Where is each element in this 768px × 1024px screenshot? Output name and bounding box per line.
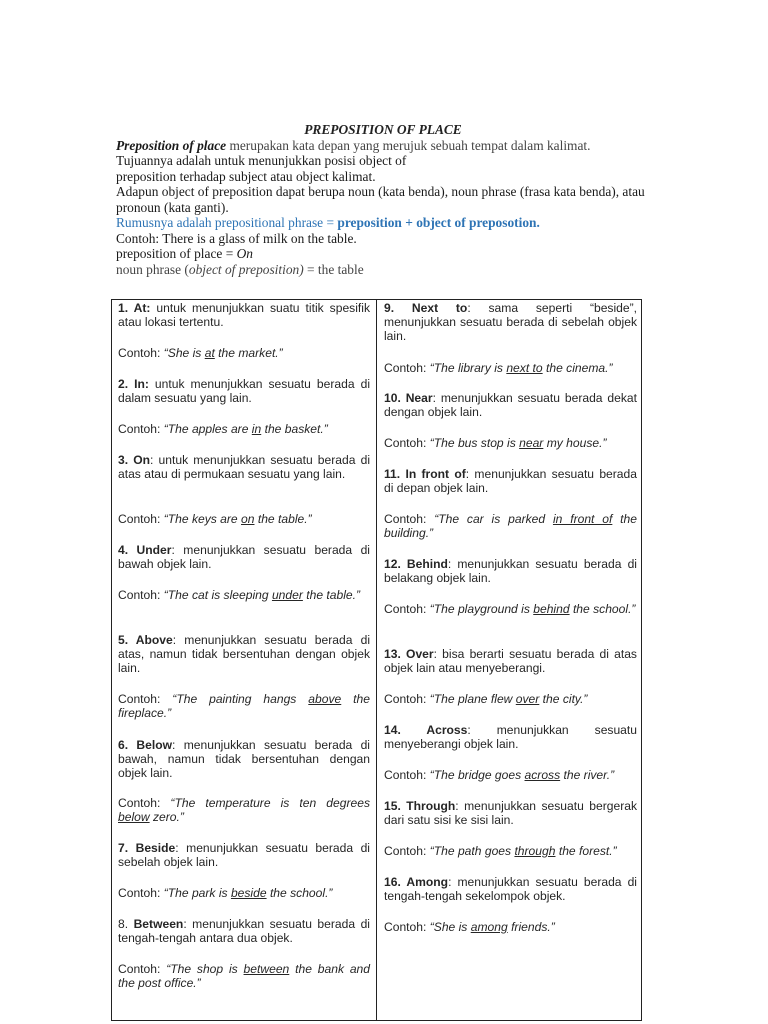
item-description: untuk menunjukkan suatu titik spesifik atau lokasi tertentu. <box>118 301 371 329</box>
item-term: Among <box>406 875 449 889</box>
item-term: Next to <box>411 301 468 315</box>
item-description: : untuk menunjukkan sesuatu berada di atas atau di permukaan sesuatu yang lain. <box>118 453 371 481</box>
example-text-after: the river.” <box>560 768 615 782</box>
example-text-before: “The keys are <box>163 512 242 526</box>
item-description: untuk menunjukkan sesuatu berada di dalam sesuatu yang lain. <box>118 377 371 405</box>
example-text-after: the school.” <box>569 602 636 616</box>
example-preposition: over <box>515 692 540 706</box>
item-description: : menunjukkan sesuatu berada di belakang objek lain. <box>384 557 637 585</box>
item-term: Between <box>133 917 184 931</box>
item-number: 13. <box>384 647 407 661</box>
example-preposition: next to <box>506 361 543 375</box>
item-example <box>118 512 370 526</box>
item-number: 12. <box>384 557 407 571</box>
example-label: Contoh: <box>118 796 171 810</box>
example-preposition: behind <box>533 602 570 616</box>
example-label: Contoh: <box>118 512 164 526</box>
item-number: 3. <box>118 453 134 467</box>
item-description: : menunjukkan sesuatu berada di bawah, namun tidak bersentuhan dengan objek lain. <box>118 738 370 780</box>
example-text-after: the table.” <box>254 512 312 526</box>
item-example <box>118 692 370 720</box>
example-sentence: Contoh: There is a glass of milk on the table. <box>116 230 357 246</box>
example-preposition: across <box>524 768 561 782</box>
example-label: Contoh: <box>118 962 167 976</box>
item-number: 15. <box>384 799 407 813</box>
item-term: On <box>133 453 151 467</box>
example-text-before: “The park is <box>163 886 231 900</box>
example-text-after: my house.” <box>543 436 607 450</box>
item-number: 10. <box>384 391 406 405</box>
item-definition <box>384 301 637 343</box>
item-example <box>384 361 637 375</box>
item-term: Near <box>405 391 433 405</box>
example-label: Contoh: <box>384 512 435 526</box>
example-text-before: “The painting hangs <box>172 692 309 706</box>
item-example <box>384 512 637 540</box>
item-example <box>118 886 370 900</box>
example-preposition: on <box>241 512 255 526</box>
example-preposition: at <box>204 346 215 360</box>
example-preposition: under <box>271 588 303 602</box>
item-definition <box>118 301 370 329</box>
example-text-after: the fireplace.” <box>118 692 370 720</box>
definition <box>116 138 650 154</box>
formula-label: Rumusnya adalah prepositional phrase = <box>116 215 338 230</box>
example-label: Contoh: <box>118 346 164 360</box>
item-definition <box>384 391 637 419</box>
example-label: Contoh: <box>384 602 430 616</box>
example-text-after: the bank and the post office.” <box>118 962 371 990</box>
example-text-after: the basket.” <box>261 422 328 436</box>
definition-text: merupakan kata depan yang merujuk sebuah tempat dalam kalimat. <box>226 137 591 153</box>
page-title: PREPOSITION OF PLACE <box>304 122 462 137</box>
example-text-after: friends.” <box>507 920 555 934</box>
example-label: Contoh: <box>384 361 430 375</box>
example-preposition: among <box>470 920 508 934</box>
example-text-before: “The playground is <box>429 602 534 616</box>
item-number: 5. <box>118 633 136 647</box>
example-label: Contoh: <box>384 920 430 934</box>
item-term: Behind <box>406 557 448 571</box>
item-number: 7. <box>118 841 136 855</box>
noun-phrase-value: = the table <box>303 261 364 277</box>
example-label: Contoh: <box>384 692 430 706</box>
item-definition <box>384 799 637 827</box>
example-text-before: “She is <box>163 346 205 360</box>
item-description: : menunjukkan sesuatu berada di bawah objek lain. <box>118 543 370 571</box>
example-text-before: “She is <box>429 920 471 934</box>
item-description: : menunjukkan sesuatu berada dekat dengan objek lain. <box>384 391 637 419</box>
item-definition <box>118 738 370 780</box>
item-example <box>118 346 370 360</box>
item-example <box>384 602 637 616</box>
item-example <box>118 962 370 990</box>
example-text-after: the table.” <box>302 588 361 602</box>
item-description: : menunjukkan sesuatu berada di tengah-tengah antara dua objek. <box>118 917 370 945</box>
item-description: : menunjukkan sesuatu menyeberangi objek lain. <box>384 723 637 751</box>
item-term: Under <box>136 543 172 557</box>
item-term: Above <box>135 633 173 647</box>
noun-phrase-term: object of preposition) <box>188 261 304 277</box>
item-description: : menunjukkan sesuatu berada di atas, namun tidak bersentuhan dengan objek lain. <box>118 633 371 675</box>
item-definition <box>118 917 370 945</box>
example-text-after: the city.” <box>539 692 588 706</box>
intro-section <box>116 122 650 277</box>
item-example <box>118 796 370 824</box>
definition-term: Preposition of place <box>116 137 227 153</box>
item-definition <box>118 453 370 481</box>
column-divider <box>376 300 377 1020</box>
example-text-before: “The car is parked <box>434 512 553 526</box>
preposition-value: On <box>236 246 253 261</box>
item-description: : menunjukkan sesuatu berada di sebelah objek lain. <box>118 841 370 869</box>
item-definition <box>384 647 637 675</box>
example-text-before: “The plane flew <box>429 692 516 706</box>
example-text-after: the cinema.” <box>542 361 613 375</box>
example-text-before: “The shop is <box>166 962 244 976</box>
example-text-before: “The library is <box>429 361 507 375</box>
item-definition <box>118 377 370 405</box>
item-term: In front of <box>405 467 466 481</box>
item-term: Below <box>136 738 173 752</box>
example-label: Contoh: <box>384 844 430 858</box>
example-text-after: the market.” <box>214 346 283 360</box>
example-label: Contoh: <box>118 886 164 900</box>
preposition-line <box>116 246 650 262</box>
item-term: In: <box>134 377 149 391</box>
item-example <box>384 768 637 782</box>
example-label: Contoh: <box>118 422 164 436</box>
item-term: Over <box>406 647 434 661</box>
purpose-line-2: preposition terhadap subject atau object kalimat. <box>116 168 376 184</box>
item-number: 8. <box>118 917 134 931</box>
purpose-line-1: Tujuannya adalah untuk menunjukkan posisi object of <box>116 153 407 168</box>
item-definition <box>118 633 370 675</box>
item-term: Beside <box>135 841 176 855</box>
item-description: : menunjukkan sesuatu berada di tengah-tengah sekelompok objek. <box>384 875 637 903</box>
example-text-after: zero.” <box>149 810 184 824</box>
example-label: Contoh: <box>118 588 164 602</box>
item-definition <box>384 557 637 585</box>
example-label: Contoh: <box>384 436 430 450</box>
example-text-before: “The cat is sleeping <box>163 588 272 602</box>
example-text-before: “The bridge goes <box>429 768 525 782</box>
preposition-label: preposition of place = <box>116 246 237 261</box>
item-description: : menunjukkan sesuatu berada di depan objek lain. <box>384 467 637 495</box>
example-preposition: in <box>251 422 262 436</box>
item-term: At: <box>133 301 151 315</box>
example-text-after: the building.” <box>384 512 637 540</box>
item-description: : bisa berarti sesuatu berada di atas objek lain atau menyeberangi. <box>384 647 637 675</box>
example-preposition: between <box>243 962 290 976</box>
example-text-before: “The bus stop is <box>429 436 520 450</box>
formula-value: preposition + object of preposotion. <box>337 215 540 230</box>
item-number: 1. <box>118 301 134 315</box>
example-preposition: above <box>308 692 342 706</box>
item-number: 9. <box>384 301 412 315</box>
item-term: Across <box>426 723 468 737</box>
item-term: Through <box>406 799 456 813</box>
item-description: : sama seperti “beside”, menunjukkan sesuatu berada di sebelah objek lain. <box>384 301 637 343</box>
example-text-after: the forest.” <box>555 844 617 858</box>
noun-phrase-line <box>116 262 650 278</box>
example-preposition: beside <box>230 886 267 900</box>
example-text-after: the school.” <box>266 886 333 900</box>
formula <box>116 215 650 231</box>
item-example <box>384 692 637 706</box>
item-number: 16. <box>384 875 407 889</box>
noun-phrase-label: noun phrase ( <box>116 261 189 277</box>
item-definition <box>384 875 637 903</box>
item-number: 6. <box>118 738 137 752</box>
example-text-before: “The path goes <box>429 844 515 858</box>
item-definition <box>384 467 637 495</box>
item-example <box>384 844 637 858</box>
item-description: : menunjukkan sesuatu bergerak dari satu sisi ke sisi lain. <box>384 799 637 827</box>
example-text-before: “The temperature is ten degrees <box>170 796 370 810</box>
example-preposition: in front of <box>552 512 613 526</box>
item-definition <box>384 723 637 751</box>
item-example <box>118 588 370 602</box>
item-number: 4. <box>118 543 137 557</box>
item-definition <box>118 841 370 869</box>
example-preposition: below <box>118 810 150 824</box>
example-preposition: near <box>519 436 544 450</box>
object-description: Adapun object of preposition dapat berupa noun (kata benda), noun phrase (frasa kata benda), atau pronoun (kata ganti). <box>116 184 645 215</box>
item-example <box>384 436 637 450</box>
item-number: 2. <box>118 377 135 391</box>
example-label: Contoh: <box>118 692 173 706</box>
item-example <box>384 920 637 934</box>
item-number: 11. <box>384 467 406 481</box>
example-preposition: through <box>514 844 556 858</box>
item-number: 14. <box>384 723 427 737</box>
item-example <box>118 422 370 436</box>
item-definition <box>118 543 370 571</box>
example-text-before: “The apples are <box>163 422 252 436</box>
example-label: Contoh: <box>384 768 430 782</box>
prepositions-table <box>111 299 642 1021</box>
